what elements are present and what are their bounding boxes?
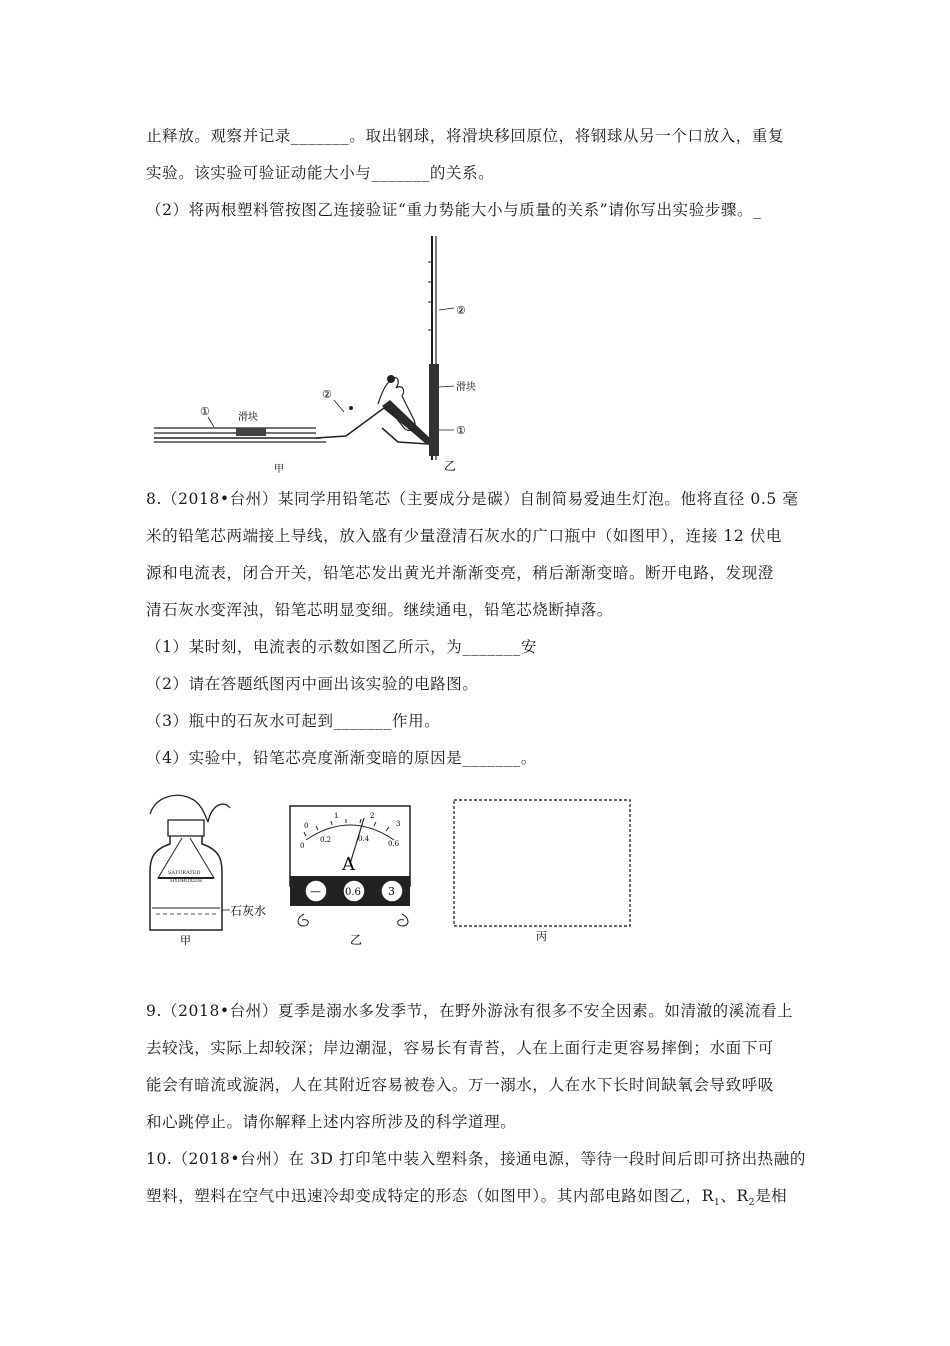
label-limewater: 石灰水 <box>230 904 267 918</box>
figure-tube-apparatus <box>146 232 516 477</box>
label-2b: ② <box>456 304 466 317</box>
terminal-06: 0.6 <box>345 887 361 898</box>
text-line: （3）瓶中的石灰水可起到_______作用。 <box>146 712 441 730</box>
text-line: 清石灰水变浑浊，铅笔芯明显变细。继续通电，铅笔芯烧断掉落。 <box>146 601 613 619</box>
svg-text:SATURATED: SATURATED <box>168 870 201 876</box>
label-slider: 滑块 <box>238 412 258 423</box>
text-line: （2）请在答题纸图丙中画出该实验的电路图。 <box>146 675 479 693</box>
text-line: 去较浅，实际上却较深；岸边潮湿，容易长有青苔，人在上面行走更容易摔倒；水面下可 <box>146 1039 774 1057</box>
label-bing: 丙 <box>536 930 547 943</box>
label-jia: 甲 <box>274 464 284 475</box>
text-segment: 、R <box>720 1187 749 1205</box>
text-segment: 塑料，塑料在空气中迅速冷却变成特定的形态（如图甲）。其内部电路如图乙，R <box>146 1187 715 1205</box>
scale-bottom-0: 0 <box>300 842 305 850</box>
terminal-3: 3 <box>388 885 395 898</box>
text-line: 9.（2018•台州）夏季是溺水多发季节，在野外游泳有很多不安全因素。如清澈的溪流看上 <box>146 1002 794 1020</box>
label-yi: 乙 <box>444 459 457 473</box>
text-line: 和心跳停止。请你解释上述内容所涉及的科学道理。 <box>146 1113 517 1131</box>
text-line: 8.（2018•台州）某同学用铅笔芯（主要成分是碳）自制简易爱迪生灯泡。他将直径 0.5 毫 <box>146 490 799 508</box>
scale-top-3: 3 <box>396 820 401 828</box>
scale-top-0: 0 <box>304 822 309 830</box>
terminal-minus: — <box>310 885 321 898</box>
figure-bottle-ammeter <box>146 792 646 952</box>
ammeter-symbol: A <box>342 854 355 875</box>
text-line: 能会有暗流或漩涡，人在其附近容易被卷入。万一溺水，人在水下长时间缺氧会导致呼吸 <box>146 1076 774 1094</box>
svg-text:HYDROXIDE: HYDROXIDE <box>170 878 203 884</box>
scale-bottom-3: 0.6 <box>388 840 400 848</box>
text-line: 源和电流表，闭合开关，铅笔芯发出黄光并渐渐变亮，稍后渐渐变暗。断开电路，发现澄 <box>146 564 774 582</box>
text-line: 米的铅笔芯两端接上导线，放入盛有少量澄清石灰水的广口瓶中（如图甲），连接 12 伏电 <box>146 527 783 545</box>
text-segment: 是相 <box>755 1187 788 1205</box>
text-line: 实验。该实验可验证动能大小与_______的关系。 <box>146 164 495 182</box>
label-slider2: 滑块 <box>456 382 476 393</box>
label-1: ① <box>200 405 210 418</box>
text-line: （2）将两根塑料管按图乙连接验证“重力势能大小与质量的关系”请你写出实验步骤。_ <box>146 201 762 219</box>
ammeter <box>290 806 410 926</box>
scale-top-1: 1 <box>334 812 339 820</box>
text-line: （1）某时刻，电流表的示数如图乙所示，为_______安 <box>146 638 537 656</box>
scale-bottom-1: 0.2 <box>320 836 332 844</box>
subscript: 2 <box>748 1198 756 1209</box>
text-line: 10.（2018•台州）在 3D 打印笔中装入塑料条，接通电源，等待一段时间后即可挤出热融的 <box>146 1150 806 1168</box>
scale-bottom-2: 0.4 <box>358 835 370 843</box>
label-2: ② <box>322 388 332 401</box>
text-line <box>146 1186 787 1213</box>
label-jia2: 甲 <box>180 934 191 947</box>
scale-top-2: 2 <box>370 812 375 820</box>
subscript: 1 <box>714 1198 721 1209</box>
text-line: （4）实验中，铅笔芯亮度渐渐变暗的原因是_______。 <box>146 749 537 767</box>
text-line: 止释放。观察并记录_______。取出钢球，将滑块移回原位，将钢球从另一个口放入，重复 <box>146 127 785 145</box>
label-1b: ① <box>456 424 466 437</box>
label-yi2: 乙 <box>350 933 363 947</box>
